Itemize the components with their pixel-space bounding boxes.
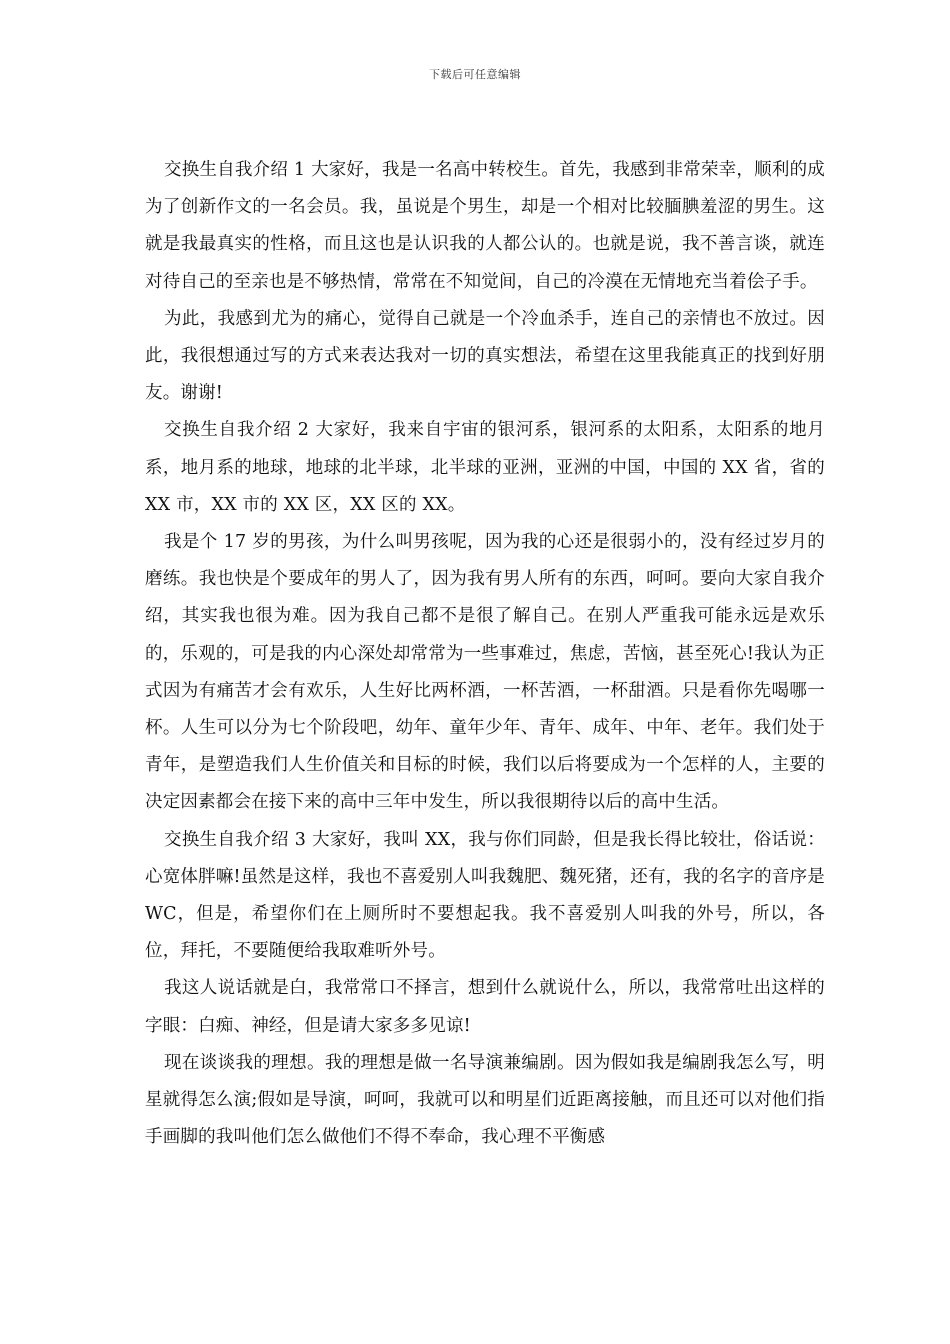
paragraph-7: 现在谈谈我的理想。我的理想是做一名导演兼编剧。因为假如我是编剧我怎么写，明星就得怎么演;假如是导演，呵呵，我就可以和明星们近距离接触，而且还可以对他们指手画脚的我叫他们怎么做他们不得不奉命，我心理不平衡感 (145, 1052, 825, 1148)
document-body (145, 152, 825, 1156)
paragraph-4: 我是个 17 岁的男孩，为什么叫男孩呢，因为我的心还是很弱小的，没有经过岁月的磨练。我也快是个要成年的男人了，因为我有男人所有的东西，呵呵。要向大家自我介绍，其实我也很为难。因为我自己都不是很了解自己。在别人严重我可能永远是欢乐的，乐观的，可是我的内心深处却常常为一些事难过，焦虑，苦恼，甚至死心!我认为正式因为有痛苦才会有欢乐，人生好比两杯酒，一杯苦酒，一杯甜酒。只是看你先喝哪一杯。人生可以分为七个阶段吧，幼年、童年少年、青年、成年、中年、老年。我们处于青年，是塑造我们人生价值关和目标的时候，我们以后将要成为一个怎样的人，主要的决定因素都会在接下来的高中三年中发生，所以我很期待以后的高中生活。 (145, 532, 825, 813)
paragraph-3: 交换生自我介绍 2 大家好，我来自宇宙的银河系，银河系的太阳系，太阳系的地月系，地月系的地球，地球的北半球，北半球的亚洲，亚洲的中国，中国的 XX 省，省的 XX 市，XX 市的 XX 区，XX 区的 XX。 (145, 420, 825, 515)
paragraph-1: 交换生自我介绍 1 大家好，我是一名高中转校生。首先，我感到非常荣幸，顺利的成为了创新作文的一名会员。我，虽说是个男生，却是一个相对比较腼腆羞涩的男生。这就是我最真实的性格，而且这也是认识我的人都公认的。也就是说，我不善言谈，就连对待自己的至亲也是不够热情，常常在不知觉间，自己的冷漠在无情地充当着侩子手。 (145, 160, 825, 292)
paragraph-5: 交换生自我介绍 3 大家好，我叫 XX，我与你们同龄，但是我长得比较壮，俗话说：心宽体胖嘛!虽然是这样，我也不喜爱别人叫我魏肥、魏死猪，还有，我的名字的音序是 WC，但是，希望你们在上厕所时不要想起我。我不喜爱别人叫我的外号，所以，各位，拜托，不要随便给我取难听外号。 (145, 829, 825, 962)
paragraph-6: 我这人说话就是白，我常常口不择言，想到什么就说什么，所以，我常常吐出这样的字眼：白痴、神经，但是请大家多多见谅! (145, 978, 825, 1036)
paragraph-2: 为此，我感到尤为的痛心，觉得自己就是一个冷血杀手，连自己的亲情也不放过。因此，我很想通过写的方式来表达我对一切的真实想法，希望在这里我能真正的找到好朋友。谢谢! (145, 308, 825, 404)
page-header-note: 下载后可任意编辑 (429, 68, 521, 81)
